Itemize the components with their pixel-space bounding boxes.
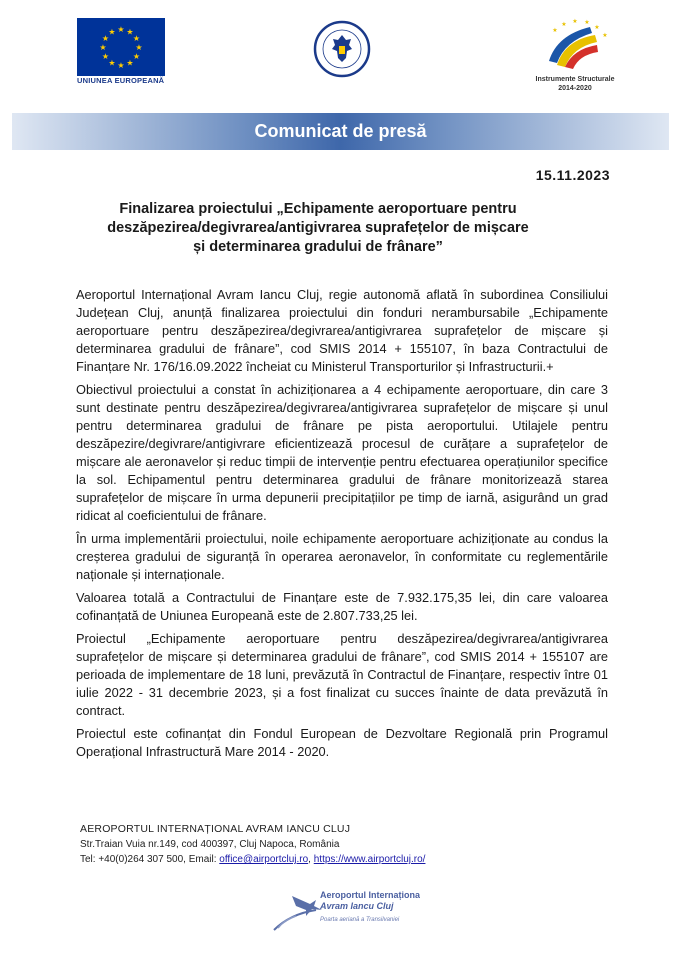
svg-text:★: ★ — [101, 52, 110, 61]
headline-line-2: deszăpezirea/degivrarea/antigivrarea suprafețelor de mișcare — [107, 220, 529, 236]
footer-separator: , — [308, 854, 314, 865]
headline-line-3: și determinarea gradului de frânare” — [193, 239, 443, 255]
paragraph-value: Valoarea totală a Contractului de Finanțare este de 7.932.175,35 lei, din care valoarea cofinanțată de Uniunea Europeană este de 2.807.733,25 lei. — [76, 590, 608, 623]
paragraph-funding: Proiectul este cofinanțat din Fondul European de Dezvoltare Regională prin Programul Operațional Infrastructură Mare 2014 - 2020. — [76, 726, 608, 759]
airport-logo-tagline: Poarta aeriană a Transilvaniei — [320, 917, 400, 923]
instrumente-structurale-logo — [535, 15, 615, 77]
paragraph-outcome: În urma implementării proiectului, noile echipamente aeroportuare achiziționate au condus la creșterea gradului de siguranță în operarea aeronavelor, în conformitate cu reglementările naționale și internaționale. — [76, 531, 608, 582]
svg-text:★: ★ — [117, 25, 125, 34]
instrumente-structurale-label — [520, 76, 630, 93]
paragraph-objective: Obiectivul proiectului a constat în achiziționarea a 4 echipamente aeroportuare, din care 3 sunt destinate pentru deszăpezirea/degivrarea/antigivrarea suprafețelor de mișcare și unul pentru determinarea gradului de frânare pe pista aeroportului. Utilajele pentru deszăpezire/degivrare/antigivrare eficientizează procesul de curățare a suprafețelor de mișcare ale aeronavelor și reduc timpii de intervenție pentru efectuarea operațiunilor specifice la sol. Echipamentul pentru determinarea gradului de frânare monitorizează starea suprafețelor de mișcare în urma depunerii precipitațiilor pe timp de iarnă, asigurând un grad ridicat al coeficientului de frânare. — [76, 382, 608, 523]
airport-logo-line1: Aeroportul Internațional — [320, 890, 420, 900]
eu-label: UNIUNEA EUROPEANĂ — [77, 76, 165, 85]
email-link[interactable]: office@airportcluj.ro — [219, 854, 309, 865]
paragraph-intro: Aeroportul Internațional Avram Iancu Cluj, regie autonomă aflată în subordinea Consiliului Județean Cluj, anunță finalizarea proiectului din fonduri nerambursabile „Echipamente aeroportuare pentru deszăpezirea/degivrarea/antigivrarea suprafețelor de mișcare și determinarea gradului de frânare”, cod SMIS 2014 + 155107, în baza Contractului de Finanțare Nr. 176/16.09.2022 încheiat cu Ministerul Transporturilor și Infrastructurii.+ — [76, 287, 608, 374]
svg-text:★: ★ — [135, 43, 143, 52]
romania-coat-of-arms-icon — [313, 20, 371, 78]
svg-text:★: ★ — [117, 61, 125, 70]
svg-text:★: ★ — [602, 32, 608, 39]
airport-logo-line2: Avram Iancu Cluj — [320, 901, 394, 911]
svg-text:★: ★ — [126, 27, 134, 37]
svg-text:★: ★ — [552, 27, 558, 34]
banner-title: Comunicat de presă — [254, 121, 427, 141]
structural-instruments-icon — [535, 15, 615, 77]
svg-text:★: ★ — [101, 34, 110, 43]
airport-airplane-icon — [270, 884, 420, 936]
article-body — [76, 286, 608, 766]
svg-text:★: ★ — [108, 27, 116, 37]
svg-text:★: ★ — [561, 21, 567, 28]
release-date: 15.11.2023 — [535, 167, 610, 183]
svg-text:★: ★ — [132, 52, 141, 61]
footer-contact — [80, 822, 600, 867]
website-link[interactable]: https://www.airportcluj.ro/ — [313, 854, 426, 865]
svg-text:★: ★ — [594, 24, 600, 31]
eu-stars-icon — [77, 18, 165, 76]
is-label-line2: 2014-2020 — [558, 84, 592, 92]
footer-org-name: AEROPORTUL INTERNAȚIONAL AVRAM IANCU CLUJ — [80, 823, 351, 835]
headline — [78, 200, 558, 257]
svg-text:★: ★ — [108, 58, 116, 68]
svg-text:★: ★ — [572, 18, 578, 25]
is-label-line1: Instrumente Structurale — [535, 76, 615, 83]
footer-contact-line — [80, 852, 600, 867]
svg-text:★: ★ — [584, 19, 590, 26]
headline-line-1: Finalizarea proiectului „Echipamente aeroportuare pentru — [119, 201, 517, 217]
footer-address: Str.Traian Vuia nr.149, cod 400397, Cluj Napoca, România — [80, 839, 340, 850]
paragraph-period: Proiectul „Echipamente aeroportuare pentru deszăpezirea/degivrarea/antigivrarea suprafețelor de mișcare și determinarea gradului de frânare”, cod SMIS 2014 + 155107 are perioada de implementare de 18 luni, prevăzută în Contractul de Finanțare, respectiv între 01 iulie 2022 - 31 decembrie 2023, și a fost finalizat cu succes înainte de data prevăzută în contract. — [76, 631, 608, 718]
svg-text:★: ★ — [132, 34, 141, 43]
airport-logo — [270, 884, 420, 936]
eu-flag-logo — [77, 18, 165, 76]
svg-text:★: ★ — [99, 43, 107, 52]
svg-text:★: ★ — [126, 58, 134, 68]
footer-phone: Tel: +40(0)264 307 500, Email: — [80, 854, 220, 865]
government-seal-logo — [313, 20, 371, 78]
